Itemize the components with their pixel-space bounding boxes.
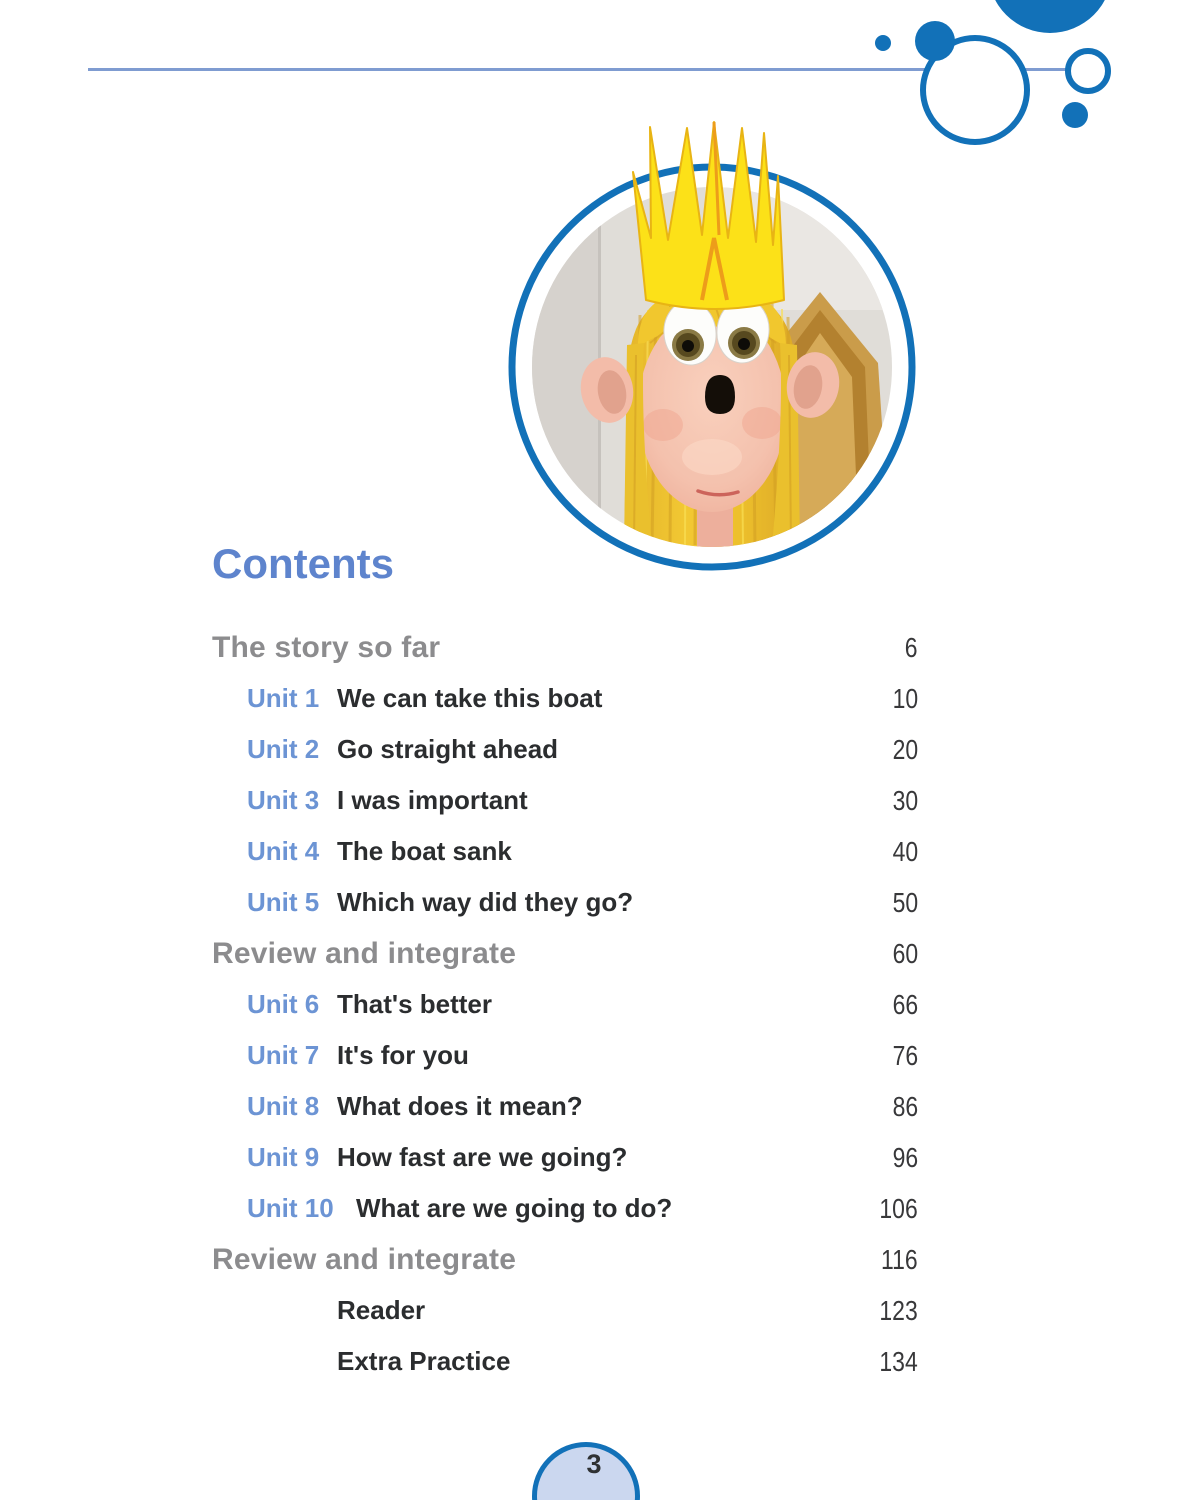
toc-row-label: The story so far — [212, 631, 441, 664]
toc-row-label: Unit 7 — [247, 1040, 320, 1070]
toc-row-label: Unit 4 — [247, 836, 320, 866]
toc-row-label: Unit 5 — [247, 887, 320, 917]
toc-row-label: Unit 6 — [247, 989, 320, 1019]
toc-row-label: Review and integrate — [212, 937, 517, 970]
decor-ring-icon — [1065, 48, 1111, 94]
toc-row-page: 96 — [892, 1142, 918, 1173]
toc-row-title: Go straight ahead — [337, 734, 559, 764]
toc-row-page: 40 — [892, 836, 918, 867]
toc-row — [0, 724, 1179, 775]
toc-row-label: Unit 2 — [247, 734, 320, 764]
toc-row-page: 20 — [892, 734, 918, 765]
toc-row-page: 10 — [892, 683, 918, 714]
toc-row-page: 50 — [892, 887, 918, 918]
toc-row-title: The boat sank — [337, 836, 512, 866]
toc-row-title: What are we going to do? — [356, 1193, 673, 1223]
toc-row — [0, 826, 1179, 877]
toc-row-label: Unit 8 — [247, 1091, 320, 1121]
toc-row-title: Which way did they go? — [337, 887, 634, 917]
toc-row-label: Review and integrate — [212, 1243, 517, 1276]
toc-row-title: We can take this boat — [337, 683, 603, 713]
princess-portrait — [500, 105, 930, 585]
toc-row-page: 86 — [892, 1091, 918, 1122]
toc-row-label: Unit 10 — [247, 1193, 334, 1223]
toc-row — [0, 1030, 1179, 1081]
toc-row-title: I was important — [337, 785, 528, 815]
toc-row-label: Unit 1 — [247, 683, 320, 713]
toc-row — [0, 1183, 1179, 1234]
decor-dot-icon — [1062, 102, 1088, 128]
toc-row-page: 66 — [892, 989, 918, 1020]
toc-row-label: Unit 9 — [247, 1142, 320, 1172]
toc-row-title: It's for you — [337, 1040, 469, 1070]
toc-row-page: 106 — [879, 1193, 918, 1224]
toc-row — [0, 1336, 1179, 1387]
toc-row — [0, 928, 1179, 979]
toc-row-page: 30 — [892, 785, 918, 816]
toc-row — [0, 979, 1179, 1030]
toc-row-page: 116 — [881, 1244, 918, 1275]
page-number: 3 — [586, 1449, 602, 1479]
toc-row-title: Reader — [337, 1295, 426, 1325]
toc-row-title: Extra Practice — [337, 1346, 511, 1376]
decor-dot-icon — [875, 35, 891, 51]
toc-row-page: 60 — [892, 938, 918, 969]
toc-row-label: Unit 3 — [247, 785, 320, 815]
toc-row — [0, 673, 1179, 724]
toc-row-page: 76 — [892, 1040, 918, 1071]
toc-row-page: 123 — [879, 1295, 918, 1326]
toc-row-title: How fast are we going? — [337, 1142, 628, 1172]
page-title: Contents — [212, 540, 394, 587]
toc-row — [0, 622, 1179, 673]
toc-row — [0, 1132, 1179, 1183]
toc-row-page: 6 — [905, 632, 918, 663]
toc-row-title: That's better — [337, 989, 492, 1019]
toc-row — [0, 1285, 1179, 1336]
toc-row — [0, 1081, 1179, 1132]
toc-row — [0, 775, 1179, 826]
decor-dot-icon — [915, 21, 955, 61]
toc-row-title: What does it mean? — [337, 1091, 583, 1121]
toc-row-page: 134 — [879, 1346, 918, 1377]
toc-row — [0, 877, 1179, 928]
toc-row — [0, 1234, 1179, 1285]
